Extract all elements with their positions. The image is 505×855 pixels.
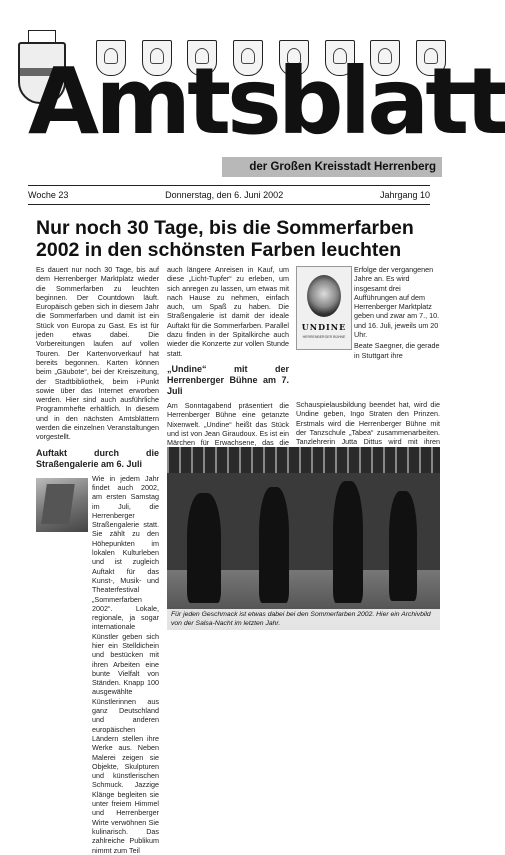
masthead-subtitle: der Großen Kreisstadt Herrenberg [222, 157, 442, 177]
masthead [0, 0, 505, 182]
poster-subtitle: HERRENBERGER BÜHNE [302, 335, 346, 339]
issue-info-line [28, 185, 430, 205]
subheading-undine: „Undine“ mit der Herrenberger Bühne am 7. Juli [167, 363, 289, 396]
performer-figure [389, 491, 417, 601]
masthead-title: Amtsblatt [28, 48, 505, 155]
article-headline: Nur noch 30 Tage, bis die Sommerfarben 2002 in den schönsten Farben leuchten [36, 217, 414, 261]
salsa-night-photo [167, 447, 440, 630]
performer-figure [187, 493, 221, 603]
undine-poster-image [296, 266, 352, 350]
gallery-sculpture-image [36, 478, 88, 532]
poster-face-illustration [307, 275, 341, 317]
photo-caption: Für jeden Geschmack ist etwas dabei bei den Sommerfarben 2002. Hier ein Archivbild von der Salsa-Nacht im letzten Jahr. [167, 609, 440, 630]
undine-cast-text: Beate Saegner, die gerade in Stuttgart ihre [354, 341, 440, 360]
performer-figure [259, 487, 289, 603]
article-column-3 [354, 265, 440, 360]
issue-week: Woche 23 [28, 190, 69, 200]
stage-truss [167, 447, 440, 473]
street-gallery-continued: auch längere Anreisen in Kauf, um diese „Licht-Tupfer“ zu erleben, um sich anregen zu lassen, um etwas mit nach Hause zu nehmen, einfach auch, um Spaß zu haben. Die Straßengalerie ist damit der ideale Auftakt für die Sommerfarben. Parallel dazu finden in der Spitalkirche auch wieder die Konzerte zur vollen Stunde statt. [167, 265, 289, 358]
crown-icon [28, 30, 56, 43]
performer-figure [333, 481, 363, 603]
poster-title: UNDINE [301, 322, 347, 332]
subheading-street-gallery: Auftakt durch die Straßengalerie am 6. Juli [36, 447, 159, 469]
street-gallery-text: Wie in jedem Jahr findet auch 2002, am ersten Samstag im Juli, die Herrenberger Straßengalerie statt. Sie zählt zu den Höhepunkten im lokalen Kulturleben und ist zugleich Auftakt für das Kunst-, Musik- und Theaterfestival „Sommerfarben 2002“. Lokale, regionale, ja sogar internationale Künstler geben sich hier ein Stelldichein und bestücken mit ihren Arbeiten eine bunte Vielfalt von Ständen. Knapp 100 ausgewählte Künstlerinnen aus ganz Deutschland und anderen europäischen Ländern stellen ihre Werke aus. Neben Malerei zeigen sie Objekte, Skulpturen und künstlerischen Schmuck. Jazzige Klänge begleiten sie unter freiem Himmel und Herrenberger Wirte verwöhnen Sie kulinarisch. Das zahlreiche Publikum nimmt zum Teil [92, 473, 159, 855]
issue-volume: Jahrgang 10 [379, 190, 430, 200]
article-column-1 [36, 265, 159, 855]
undine-cast-continued: Schauspielausbildung beendet hat, wird die Undine geben, Ingo Straten den Prinzen. Erstmals wird die Herrenberger Bühne mit der Tanzschule „Tabea“ zusammenarbeiten. Tanzlehrerin Jutta Dittus wird mit ihren [296, 400, 440, 447]
article-intro: Es dauert nur noch 30 Tage, bis auf dem Herrenberger Marktplatz wieder die Sommerfarben zu leuchten beginnen. Der Countdown läuft. Europäisch geben sich in diesem Jahr die Sommerfarben und damit ist ein Stück von Europa zu Gast. Es ist für jeden etwas dabei. Die Vorbereitungen laufen auf vollen Touren. Der Kartenvorverkauf hat bereits begonnen. Karten können beim „Gäubote“, bei der Kreiszeitung, der Stadtbibliothek, beim i-Punkt sowie über das Internet erworben werden. Hier sind auch ausführliche Programmhefte erhältlich. In diesem und in den nächsten Amtsblättern werden die einzelnen Veranstaltungen vorgestellt. [36, 265, 159, 442]
undine-dates-text: Erfolge der vergangenen Jahre an. Es wird insgesamt drei Aufführungen auf dem Herrenberger Marktplatz geben und zwar am 7., 10. und 16. Juli, jeweils um 20 Uhr. [354, 265, 440, 340]
undine-text: Am Sonntagabend präsentiert die Herrenberger Bühne eine getanzte Nixenwelt. „Undine“ heißt das Stück und ist von Jean Giraudoux. Es ist ein Märchen für Erwachsene, das die [167, 400, 289, 448]
issue-date: Donnerstag, den 6. Juni 2002 [165, 190, 284, 200]
